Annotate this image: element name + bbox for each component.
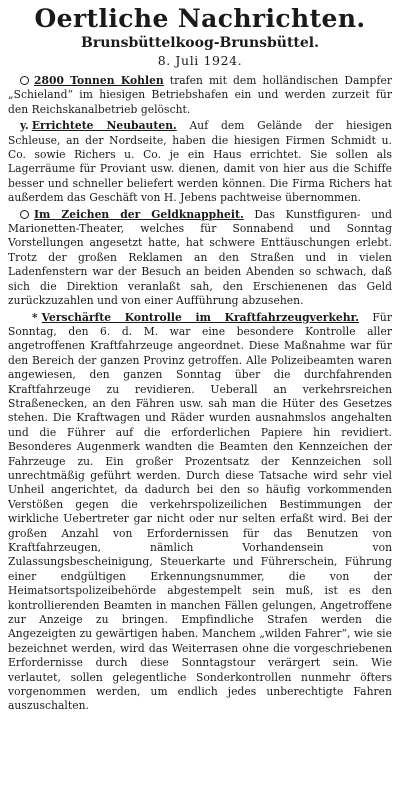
article-lead: 2800 Tonnen Kohlen — [34, 74, 164, 87]
article-body: trafen mit dem holländischen Dampfer „Schieland“ im hiesigen Betriebshafen ein und werden zurzeit für den Reichskanalbetrieb gelöscht. — [8, 74, 392, 116]
section-subhead: Brunsbüttelkoog-Brunsbüttel. — [81, 35, 319, 51]
article-geldknappheit — [8, 208, 392, 309]
article-lead: Im Zeichen der Geldknappheit. — [34, 207, 244, 221]
dateline: 8. Juli 1924. — [157, 53, 243, 68]
article-body: Auf dem Gelände der hiesigen Schleuse, an der Nordseite, haben die hiesigen Firmen Schmidt u. Co. sowie Richers u. Co. je ein Haus errichtet. Sie sollen als Lagerräume für Proviant usw. dienen, damit von hier aus die Schiffe besser und schneller beliefert werden können. Die Firma Richers hat außerdem das Geschäft von H. Jebens pachtweise übernommen. — [8, 119, 392, 205]
article-lead: Errichtete Neubauten. — [31, 119, 177, 133]
article-lead: Verschärfte Kontrolle im Kraftfahrzeugverkehr. — [41, 310, 360, 324]
section-masthead: Oertliche Nachrichten. — [34, 4, 366, 33]
article-body: Das Kunstfiguren- und Marionetten-Theater, welches für Sonnabend und Sonntag Vorstellungen angesetzt hatte, hat schwere Enttäuschungen erlebt. Trotz der großen Reklamen an den Straßen und in vielen Ladenfenstern war der Besuch an beiden Abenden so schwach, daß sich die Direktion veranlaßt sah, den Erschienenen das Geld zurückzuzahlen und von einer Aufführung abzusehen. — [8, 207, 392, 308]
star-icon: * — [32, 310, 38, 324]
article-neubauten — [8, 119, 392, 205]
ring-icon — [20, 76, 29, 85]
article-kraftfahrzeugverkehr — [8, 311, 392, 714]
ring-icon — [20, 210, 29, 219]
article-kohlen — [8, 74, 392, 117]
article-body: Für Sonntag, den 6. d. M. war eine besondere Kontrolle aller angetroffenen Kraftfahrzeuge angeordnet. Diese Maßnahme war für den Bereich der ganzen Provinz getroffen. Alle Polizeibeamten waren angewiesen, den ganzen Sonntag über die durchfahrenden Kraftfahrzeuge zu revidieren. Ueberall an verkehrsreichen Straßenecken, an den Fähren usw. sah man die Hüter des Gesetzes stehen. Die Kraftwagen und Räder wurden ausnahmslos angehalten und die Führer auf die erforderlichen Papiere hin revidiert. Besonderes Augenmerk wandten die Beamten den Kennzeichen der Fahrzeuge zu. Ein großer Prozentsatz der Kennzeichen soll unrechtmäßig geführt werden. Durch diese Tatsache wird sehr viel Unheil angerichtet, da dadurch bei den so häufig vorkommenden Verstößen gegen die verkehrspolizeilichen Bestimmungen der wirkliche Uebertreter gar nicht oder nur selten erfaßt wird. Bei der großen Anzahl von Erfordernissen für das Benutzen von Kraftfahrzeugen, nämlich Vorhandensein von Zulassungsbescheinigung, Steuerkarte und Führerschein, Führung einer endgültigen Erkennungsnummer, die von der Heimatsortspolizeibehörde abgestempelt sein muß, ist es den kontrollierenden Beamten in manchen Fällen gelungen, Angetroffene zur Anzeige zu bringen. Empfindliche Strafen werden die Angezeigten zu gewärtigen haben. Manchem „wilden Fahrer“, wie sie bezeichnet werden, wird das Weiterrasen ohne die vorgeschriebenen Erfordernisse durch diese Sonntagstour verärgert sein. Wie verlautet, sollen gelegentliche Sonderkontrollen nunmehr öfters vorgenommen werden, um endlich jedes unberechtigte Fahren auszuschalten. — [8, 310, 392, 713]
article-marker: y. — [20, 119, 29, 133]
